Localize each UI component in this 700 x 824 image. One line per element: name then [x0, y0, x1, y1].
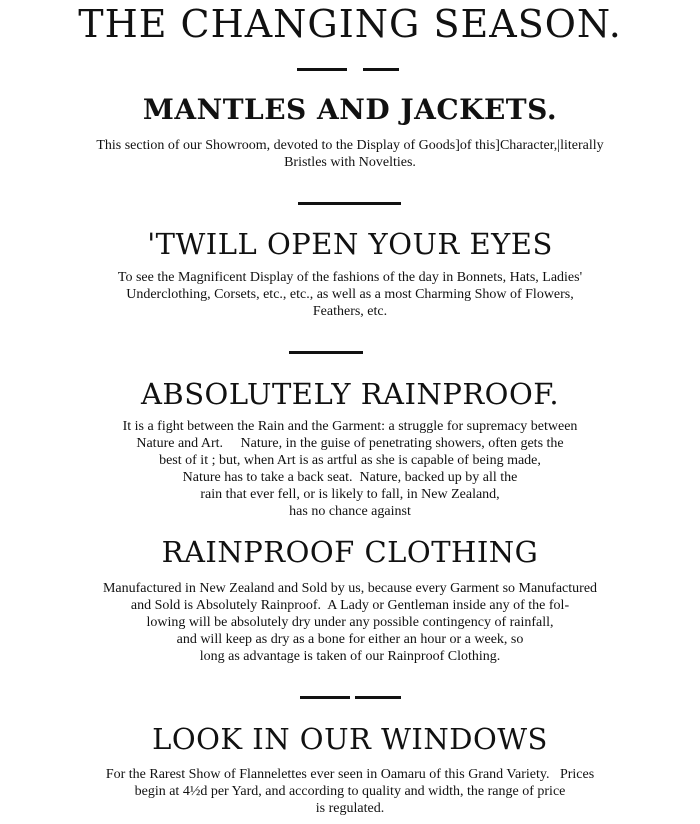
- body-line: Nature and Art. Nature, in the guise of penetrating showers, often gets the: [136, 436, 564, 451]
- main-title: THE CHANGING SEASON.: [78, 2, 622, 46]
- section-body-twill-open-your-eyes: [0, 269, 700, 320]
- section-heading-absolutely-rainproof: ABSOLUTELY RAINPROOF.: [140, 377, 560, 411]
- body-line: To see the Magnificent Display of the fashions of the day in Bonnets, Hats, Ladies': [117, 270, 583, 285]
- section-heading-look-in-our-windows: LOOK IN OUR WINDOWS: [152, 722, 548, 756]
- section-heading-mantles-and-jackets: MANTLES AND JACKETS.: [142, 93, 558, 126]
- divider-rule: [298, 202, 401, 205]
- body-line: is regulated.: [315, 801, 385, 816]
- divider-rule: [355, 696, 401, 699]
- body-line: rain that ever fell, or is likely to fall, in New Zealand,: [200, 487, 500, 502]
- body-line: and Sold is Absolutely Rainproof. A Lady or Gentleman inside any of the fol-: [130, 598, 570, 613]
- body-line: Underclothing, Corsets, etc., etc., as well as a most Charming Show of Flowers,: [126, 287, 574, 302]
- divider-rule: [363, 68, 399, 71]
- body-line: Manufactured in New Zealand and Sold by us, because every Garment so Manufactured: [102, 581, 598, 596]
- section-body-absolutely-rainproof: [0, 418, 700, 520]
- section-body-look-in-our-windows: [0, 766, 700, 817]
- section-heading-rainproof-clothing: RAINPROOF CLOTHING: [161, 535, 539, 569]
- body-line: has no chance against: [289, 504, 411, 519]
- body-line: Nature has to take a back seat. Nature, backed up by all the: [182, 470, 518, 485]
- body-line: It is a fight between the Rain and the Garment: a struggle for supremacy between: [122, 419, 578, 434]
- body-line: long as advantage is taken of our Rainproof Clothing.: [199, 649, 501, 664]
- body-line: best of it ; but, when Art is as artful as she is capable of being made,: [159, 453, 541, 468]
- body-line: This section of our Showroom, devoted to the Display of Goods]of this]Character,|literally: [96, 138, 604, 153]
- body-line: Feathers, etc.: [312, 304, 388, 319]
- body-line: Bristles with Novelties.: [284, 155, 416, 170]
- divider-rule: [297, 68, 347, 71]
- body-line: For the Rarest Show of Flannelettes ever seen in Oamaru of this Grand Variety. Prices: [105, 767, 595, 782]
- body-line: begin at 4½d per Yard, and according to quality and width, the range of price: [134, 784, 566, 799]
- body-line: and will keep as dry as a bone for either an hour or a week, so: [176, 632, 524, 647]
- section-heading-twill-open-your-eyes: 'TWILL OPEN YOUR EYES: [147, 227, 553, 261]
- section-body-mantles-and-jackets: [0, 137, 700, 171]
- section-body-rainproof-clothing: [0, 580, 700, 665]
- body-line: lowing will be absolutely dry under any possible contingency of rainfall,: [146, 615, 554, 630]
- divider-rule: [289, 351, 363, 354]
- divider-rule: [300, 696, 350, 699]
